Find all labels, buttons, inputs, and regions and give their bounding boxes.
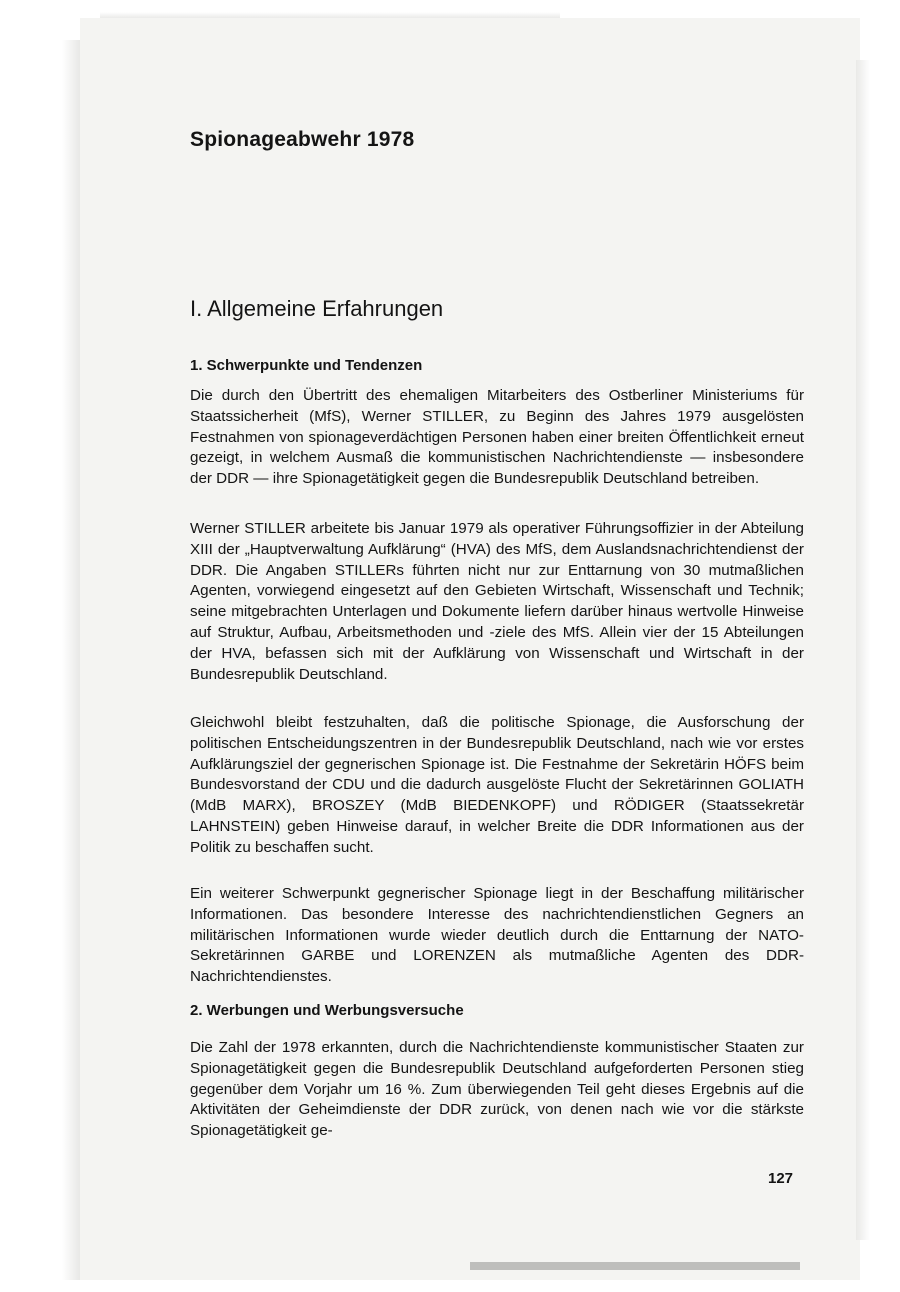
scan-edge-right <box>856 60 870 1240</box>
paragraph-3: Gleichwohl bleibt festzuhalten, daß die politische Spionage, die Ausforschung der politischen Entscheidungszentren in der Bundesrepublik Deutschland, nach wie vor erstes Aufklärungsziel der gegnerischen Spionage ist. Die Festnahme der Sekretärin HÖFS beim Bundesvorstand der CDU und die dadurch ausgelöste Flucht der Sekretärinnen GOLIATH (MdB MARX), BROSZEY (MdB BIEDENKOPF) und RÖDIGER (Staatssekretär LAHNSTEIN) geben Hinweise darauf, in welcher Breite die DDR Informationen aus der Politik zu beschaffen sucht. <box>190 714 804 856</box>
section-heading: I. Allgemeine Erfahrungen <box>190 296 444 321</box>
page-number: 127 <box>768 1170 794 1187</box>
paragraph-5: Die Zahl der 1978 erkannten, durch die Nachrichtendienste kommunistischer Staaten zur Spionagetätigkeit gegen die Bundesrepublik Deutschland aufgeforderten Personen stieg gegenüber dem Vorjahr um 16 %. Zum überwiegenden Teil geht dieses Ergebnis auf die Aktivitäten der Geheimdienste der DDR zurück, von denen nach wie vor die stärkste Spionagetätigkeit ge- <box>190 1039 804 1140</box>
paragraph-2: Werner STILLER arbeitete bis Januar 1979 als operativer Führungsoffizier in der Abteilung XIII der „Hauptverwaltung Aufklärung“ (HVA) des MfS, dem Auslandsnachrichtendienst der DDR. Die Angaben STILLERs führten nicht nur zur Enttarnung von 30 mutmaßlichen Agenten, vorwiegend eingesetzt auf den Gebieten Wirtschaft, Wissenschaft und Technik; seine mitgebrachten Unterlagen und Dokumente liefern darüber hinaus wertvolle Hinweise auf Struktur, Aufbau, Arbeitsmethoden und -ziele des MfS. Allein vier der 15 Abteilungen der HVA, befassen sich mit der Aufklärung von Wissenschaft und Wirtschaft in der Bundesrepublik Deutschland. <box>190 520 804 683</box>
subsection-heading-1: 1. Schwerpunkte und Tendenzen <box>190 357 423 374</box>
paragraph-1: Die durch den Übertritt des ehemaligen Mitarbeiters des Ostberliner Ministeriums für Staatssicherheit (MfS), Werner STILLER, zu Beginn des Jahres 1979 ausgelösten Festnahmen von spionageverdächtigen Personen haben einer breiten Öffentlichkeit erneut gezeigt, in welchem Ausmaß die kommunistischen Nachrichtendienste — insbesondere der DDR — ihre Spionagetätigkeit gegen die Bundesrepublik Deutschland betreiben. <box>190 387 804 488</box>
document-title: Spionageabwehr 1978 <box>190 128 415 151</box>
scan-edge-bottom <box>470 1262 800 1270</box>
subsection-heading-2: 2. Werbungen und Werbungsversuche <box>190 1002 464 1019</box>
scan-edge-left <box>62 40 80 1280</box>
paragraph-4: Ein weiterer Schwerpunkt gegnerischer Spionage liegt in der Beschaffung militärischer Informationen. Das besondere Interesse des nachrichtendienstlichen Gegners an militärischen Informationen wurde wieder deutlich durch die Enttarnung der NATO-Sekretärinnen GARBE und LORENZEN als mutmaßliche Agenten des DDR-Nachrichtendienstes. <box>190 885 804 986</box>
